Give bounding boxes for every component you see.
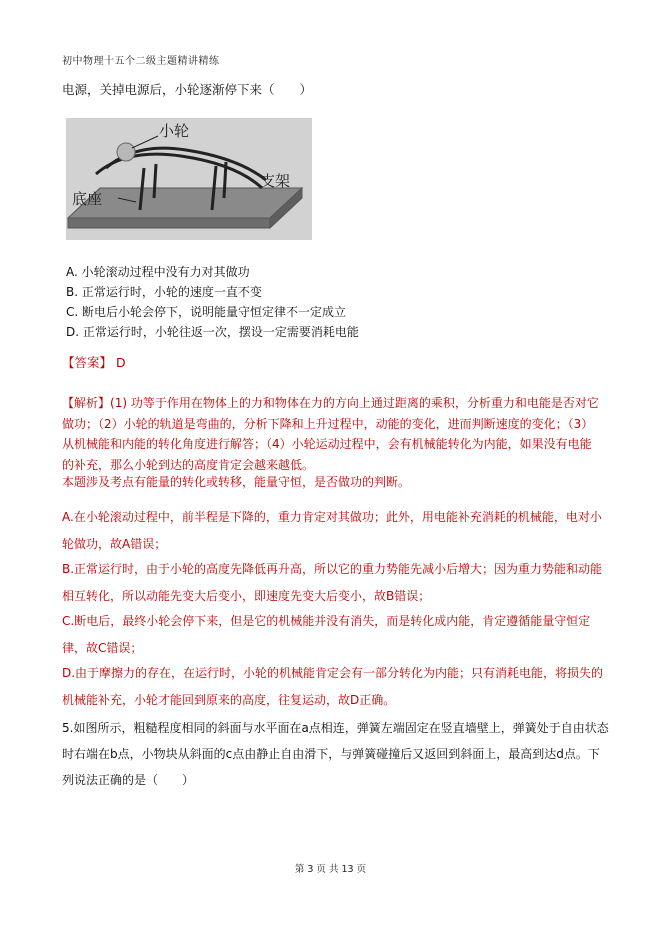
answer-line bbox=[62, 353, 126, 371]
base-top bbox=[68, 188, 302, 218]
label-support: 支架 bbox=[260, 172, 291, 190]
analysis-tag: 【解析】 bbox=[62, 396, 111, 410]
analysis-option-a: A.在小轮滚动过程中，前半程是下降的，重力肯定对其做功；此外，用电能补充消耗的机械能，电对小轮做功，故A错误； bbox=[62, 510, 602, 551]
option-c: C. 断电后小轮会停下，说明能量守恒定律不一定成立 bbox=[66, 305, 347, 319]
leg-left-back bbox=[154, 164, 156, 198]
pointer-wheel bbox=[132, 136, 158, 148]
options-list bbox=[66, 262, 359, 342]
answer-value: D bbox=[116, 355, 126, 370]
analysis-option-d: D.由于摩擦力的存在，在运行时，小轮的机械能肯定会有一部分转化为内能；只有消耗电能，将损失的机械能补充，小轮才能回到原来的高度，往复运动，故D正确。 bbox=[62, 666, 604, 707]
question-intro: 电源，关掉电源后，小轮逐渐停下来（ ） bbox=[62, 82, 313, 97]
figure-wheel-support-diagram bbox=[66, 118, 312, 240]
label-base: 底座 bbox=[72, 190, 103, 208]
wheel-support-illustration bbox=[66, 118, 312, 240]
analysis-option-c: C.断电后，最终小轮会停下来，但是它的机械能并没有消失，而是转化成内能，肯定遵循能量守恒定律，故C错误； bbox=[62, 614, 591, 655]
answer-tag: 【答案】 bbox=[62, 355, 113, 370]
analysis-block bbox=[62, 393, 602, 475]
page-header: 初中物理十五个二级主题精讲精练 bbox=[62, 56, 220, 67]
analysis-topic: 本题涉及考点有能量的转化或转移，能量守恒，是否做功的判断。 bbox=[62, 475, 411, 489]
analysis-option-b: B.正常运行时，由于小轮的高度先降低再升高，所以它的重力势能先减小后增大；因为重力势能和动能相互转化，所以动能先变大后变小，即速度先变大后变小，故B错误； bbox=[62, 562, 603, 603]
analysis-text: (1) 功等于作用在物体上的力和物体在力的方向上通过距离的乘积，分析重力和电能是否对它做功；（2）小轮的轨道是弯曲的，分析下降和上升过程中，动能的变化，进而判断速度的变化；（3）从机械能和内能的转化角度进行解答；（4）小轮运动过程中，会有机械能转化为内能，如果没有电能的补充，那么小轮到达的高度肯定会越来越低。 bbox=[62, 396, 599, 472]
question-5: 5.如图所示，粗糙程度相同的斜面与水平面在a点相连，弹簧左端固定在竖直墙壁上，弹簧处于自由状态时右端在b点，小物块从斜面的c点由静止自由滑下，与弹簧碰撞后又返回到斜面上，最高到达d点。下列说法正确的是（ ） bbox=[62, 721, 609, 787]
option-a: A. 小轮滚动过程中没有力对其做功 bbox=[66, 265, 250, 279]
option-b: B. 正常运行时，小轮的速度一直不变 bbox=[66, 285, 262, 299]
page-footer: 第 3 页 共 13 页 bbox=[294, 864, 367, 875]
option-d: D. 正常运行时，小轮往返一次，摆设一定需要消耗电能 bbox=[66, 325, 359, 339]
label-wheel: 小轮 bbox=[159, 122, 190, 140]
base-front bbox=[68, 218, 270, 228]
wheel-icon bbox=[117, 143, 135, 161]
